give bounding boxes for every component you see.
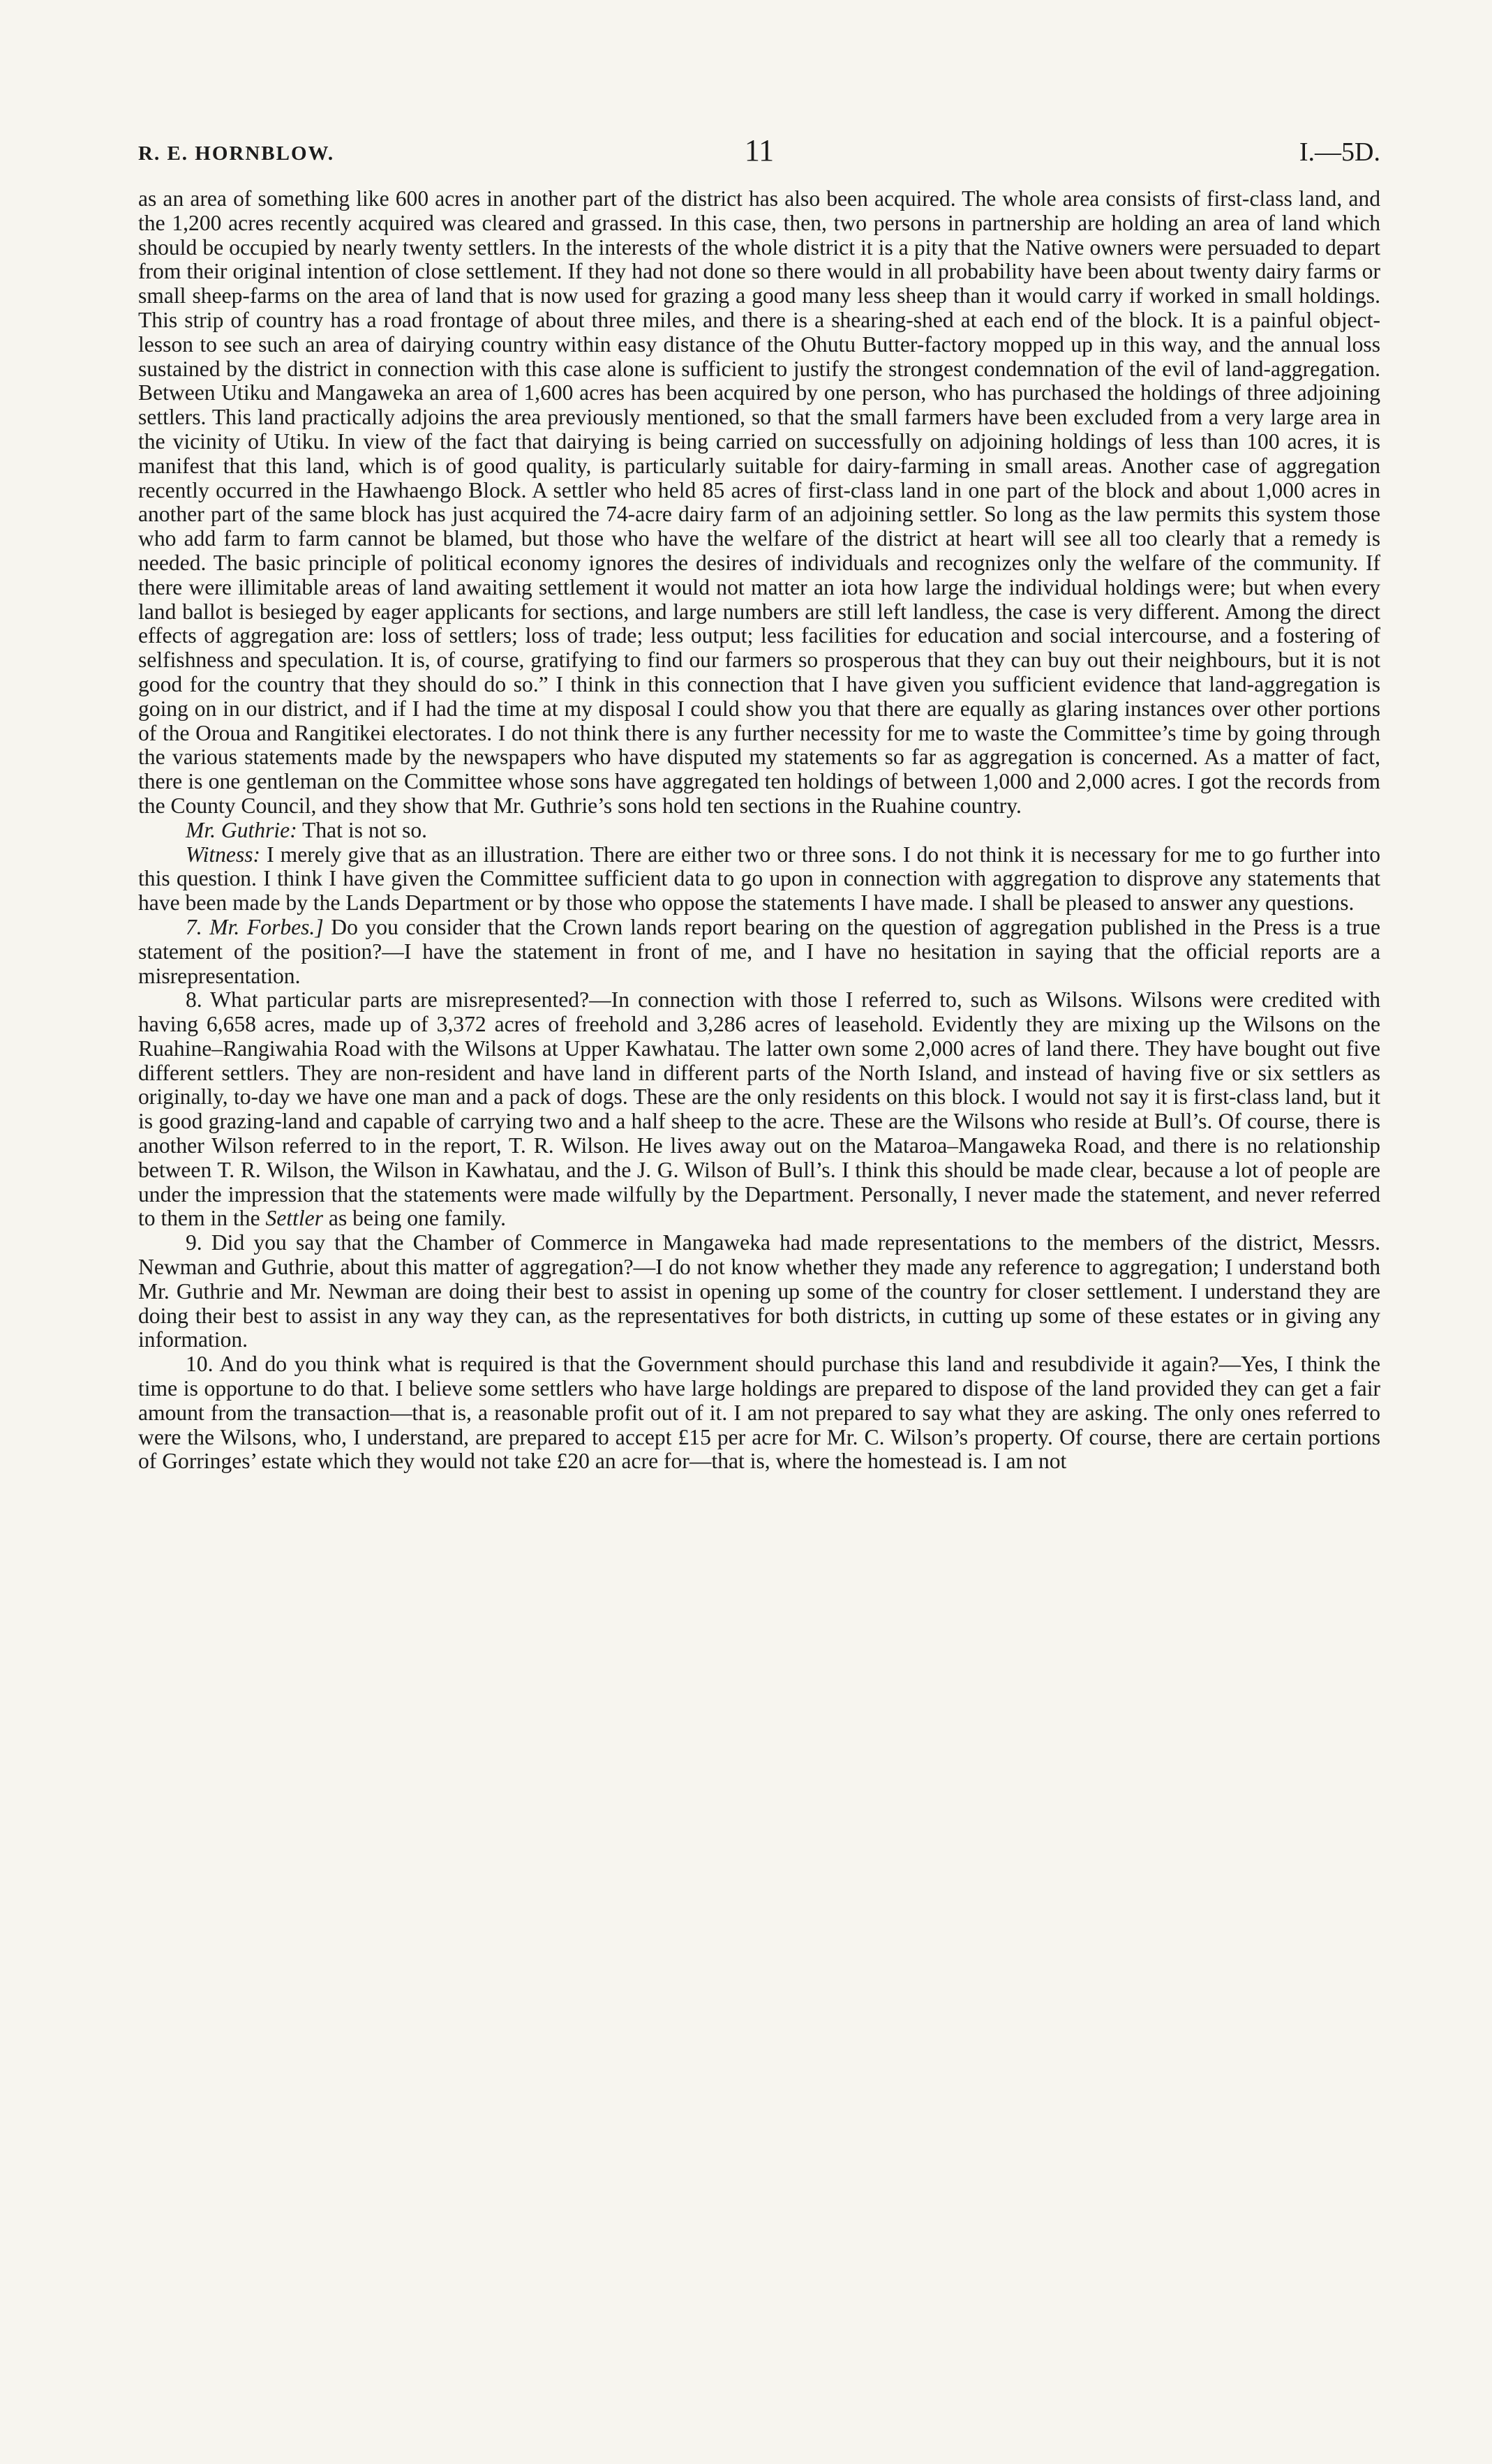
page-number: 11: [744, 133, 775, 167]
paragraph-guthrie: [138, 819, 1380, 843]
paragraph-text: as an area of something like 600 acres in another part of the district has also been acquired. The whole area consists of first-class land, and the 1,200 acres recently acquired was cleared and grassed. In this case, then, two persons in partnership are holding an area of land which should be occupied by nearly twenty settlers. In the interests of the whole district it is a pity that the Native owners were persuaded to depart from their original intention of close settlement. If they had not done so there would in all probability have been about twenty dairy farms or small sheep-farms on the area of land that is now used for grazing a good many less sheep than it would carry if worked in small holdings. This strip of country has a road frontage of about three miles, and there is a shearing-shed at each end of the block. It is a painful object-lesson to see such an area of dairying country within easy distance of the Ohutu Butter-factory mopped up in this way, and the annual loss sustained by the district in connection with this case alone is sufficient to justify the strongest condemnation of the evil of land-aggregation. Between Utiku and Mangaweka an area of 1,600 acres has been acquired by one person, who has purchased the holdings of three adjoining settlers. This land practically adjoins the area previously mentioned, so that the small farmers have been excluded from a very large area in the vicinity of Utiku. In view of the fact that dairying is being carried on successfully on adjoining holdings of less than 100 acres, it is manifest that this land, which is of good quality, is particularly suitable for dairy-farming in small areas. Another case of aggregation recently occurred in the Hawhaengo Block. A settler who held 85 acres of first-class land in one part of the block and about 1,000 acres in another part of the same block has just acquired the 74-acre dairy farm of an adjoining settler. So long as the law permits this system those who add farm to farm cannot be blamed, but those who have the welfare of the district at heart will see all too clearly that a remedy is needed. The basic principle of political economy ignores the desires of individuals and recognizes only the welfare of the community. If there were illimitable areas of land awaiting settlement it would not matter an iota how large the individual holdings were; but when every land ballot is besieged by eager applicants for sections, and large numbers are still left landless, the case is very different. Among the direct effects of aggregation are: loss of settlers; loss of trade; less output; less facilities for education and social intercourse, and a fostering of selfishness and speculation. It is, of course, gratifying to find our farmers so prosperous that they can buy out their neighbours, but it is not good for the country that they should do so.” I think in this connection that I have given you sufficient evidence that land-aggregation is going on in our district, and if I had the time at my disposal I could show you that there are equally as glaring instances over other portions of the Oroua and Rangitikei electorates. I do not think there is any further necessity for me to waste the Committee’s time by going through the various statements made by the newspapers who have disputed my statements so far as aggregation is concerned. As a matter of fact, there is one gentleman on the Committee whose sons have aggregated ten holdings of between 1,000 and 2,000 acres. I got the records from the County Council, and they show that Mr. Guthrie’s sons hold ten sections in the Ruahine country.: [138, 186, 1380, 818]
paragraph-text: I merely give that as an illustration. There are either two or three sons. I do not think it is necessary for me to go further into this question. I think I have given the Committee sufficient data to go upon in connection with aggregation to disprove any statements that have been made by the Lands Department or by those who oppose the statements I have made. I shall be pleased to answer any questions.: [138, 842, 1381, 916]
paragraph-question-7: [138, 916, 1380, 988]
paper-reference: I.—5D.: [1299, 137, 1380, 167]
paragraph-text: Do you consider that the Crown lands report bearing on the question of aggregation published in the Press is a true statement of the position?—I have the statement in front of me, and I have no hesitation in saying that the official reports are a misrepresentation.: [138, 914, 1381, 988]
newspaper-title: Settler: [265, 1206, 324, 1231]
speaker-label: 7. Mr. Forbes.]: [186, 914, 324, 939]
paragraph-text: 8. What particular parts are misrepresented?—In connection with those I referred to, such as Wilsons. Wilsons were credited with having 6,658 acres, made up of 3,372 acres of freehold and 3,286 acres of leasehold. Evidently they are mixing up the Wilsons on the Ruahine–Rangiwahia Road with the Wilsons at Upper Kawhatau. The latter own some 2,000 acres of land there. They have bought out five different settlers. They are non-resident and have land in different parts of the North Island, and instead of having five or six settlers as originally, to-day we have one man and a pack of dogs. These are the only residents on this block. I would not say it is first-class land, but it is good grazing-land and capable of carrying two and a half sheep to the acre. These are the Wilsons who reside at Bull’s. Of course, there is another Wilson referred to in the report, T. R. Wilson. He lives away out on the Mataroa–Mangaweka Road, and there is no relationship between T. R. Wilson, the Wilson in Kawhatau, and the J. G. Wilson of Bull’s. I think this should be made clear, because a lot of people are under the impression that the statements were made wilfully by the Department. Personally, I never made the statement, and never referred to them in the: [138, 987, 1380, 1231]
paragraph-question-9: [138, 1231, 1380, 1352]
page-header: [138, 133, 1380, 181]
body-text: [138, 187, 1380, 1474]
paragraph-text: That is not so.: [302, 817, 428, 842]
paragraph-question-8: [138, 988, 1380, 1231]
paragraph-text-tail: as being one family.: [328, 1206, 507, 1231]
speaker-label: Mr. Guthrie:: [186, 817, 297, 842]
paragraph-question-10: [138, 1352, 1380, 1474]
witness-name-header: R. E. HORNBLOW.: [138, 142, 335, 165]
paragraph-witness: [138, 843, 1380, 916]
paragraph-text: 9. Did you say that the Chamber of Commerce in Mangaweka had made representations to the members of the district, Messrs. Newman and Guthrie, about this matter of aggregation?—I do not know whether they made any reference to aggregation; I understand both Mr. Guthrie and Mr. Newman are doing their best to assist in opening up some of the country for closer settlement. I understand they are doing their best to assist in any way they can, as the representatives for both districts, in cutting up some of these estates or in giving any information.: [138, 1230, 1380, 1352]
paragraph-continuation: [138, 187, 1380, 819]
document-page: [138, 133, 1380, 1474]
speaker-label: Witness:: [186, 842, 261, 867]
paragraph-text: 10. And do you think what is required is that the Government should purchase this land and resubdivide it again?—Yes, I think the time is opportune to do that. I believe some settlers who have large holdings are prepared to dispose of the land provided they can get a fair amount from the transaction—that is, a reasonable profit out of it. I am not prepared to say what they are asking. The only ones referred to were the Wilsons, who, I understand, are prepared to accept £15 per acre for Mr. C. Wilson’s property. Of course, there are certain portions of Gorringes’ estate which they would not take £20 an acre for—that is, where the homestead is. I am not: [138, 1352, 1380, 1474]
